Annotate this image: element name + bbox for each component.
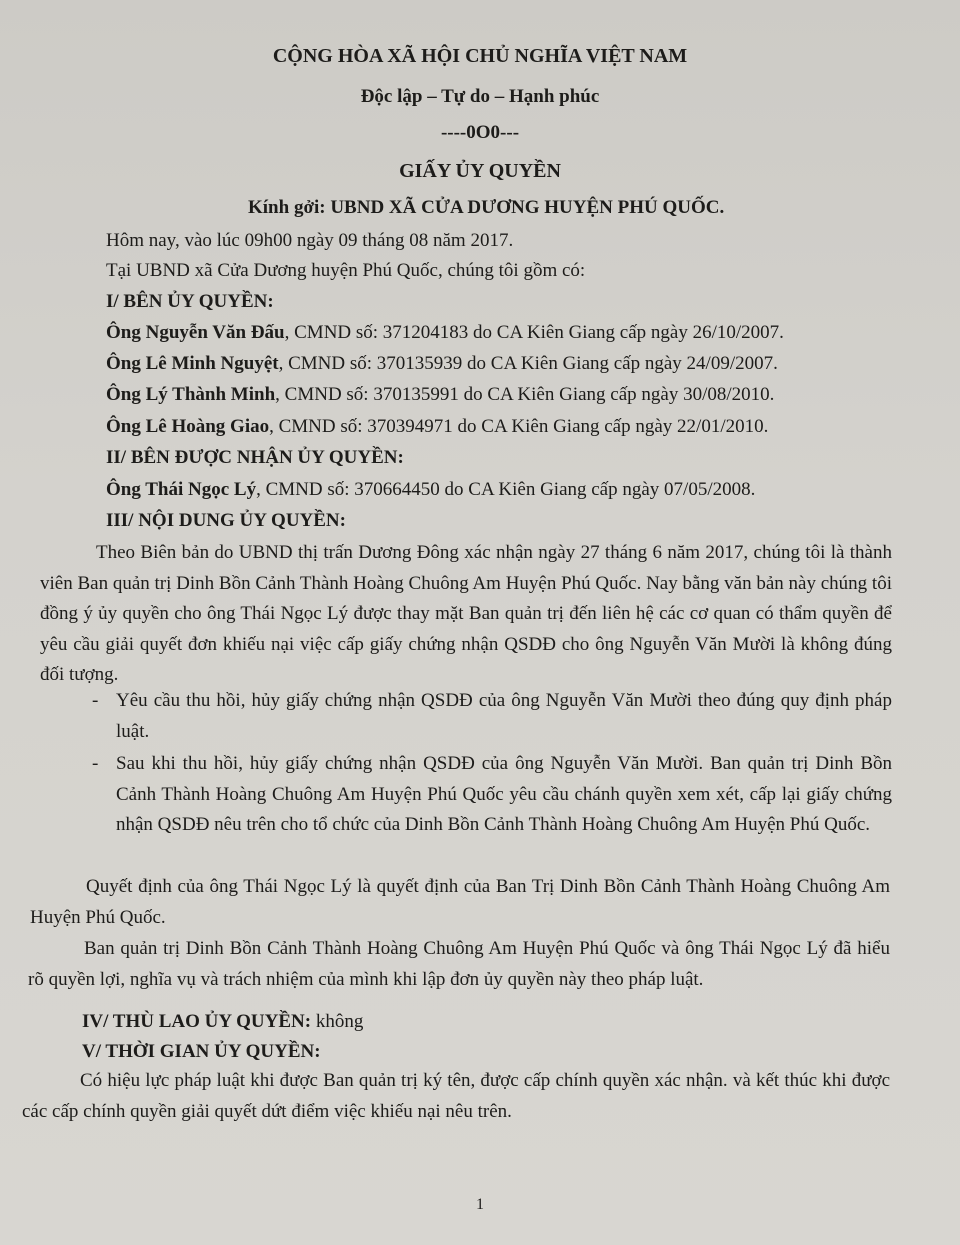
section-5-heading: V/ THỜI GIAN ỦY QUYỀN: [82,1041,321,1062]
content-paragraph-3: Ban quản trị Dinh Bồn Cảnh Thành Hoàng Chuông Am Huyện Phú Quốc và ông Thái Ngọc Lý đã hiểu rõ quyền lợi, nghĩa vụ và trách nhiệm của mình khi lập đơn ủy quyền này theo pháp luật. [28,938,890,990]
section-4-line [82,1010,363,1034]
intro-place: Tại UBND xã Cửa Dương huyện Phú Quốc, chúng tôi gồm có: [106,260,586,281]
national-title: CỘNG HÒA XÃ HỘI CHỦ NGHĨA VIỆT NAM [272,45,688,67]
bullet-dash: - [92,753,99,774]
bullet-dash: - [92,690,99,711]
grantee-detail: , CMND số: 370664450 do CA Kiên Giang cấp ngày 07/05/2008. [256,479,756,500]
grantor-name: Ông Lý Thành Minh [106,384,276,405]
section-4-value: không [311,1011,364,1032]
grantor-1 [106,321,784,345]
section-5-text: Có hiệu lực pháp luật khi được Ban quản trị ký tên, được cấp chính quyền xác nhận. và kết thúc khi được các cấp chính quyền giải quyết dứt điểm việc khiếu nại nêu trên. [22,1070,890,1122]
page-number: 1 [476,1196,484,1213]
grantor-4 [106,415,768,439]
title-separator: ----0O0--- [440,122,520,143]
content-paragraph-2: Quyết định của ông Thái Ngọc Lý là quyết định của Ban Trị Dinh Bồn Cảnh Thành Hoàng Chuông Am Huyện Phú Quốc. [30,876,890,928]
grantor-name: Ông Lê Hoàng Giao [106,416,270,437]
content-bullet-1: Yêu cầu thu hồi, hủy giấy chứng nhận QSDĐ của ông Nguyễn Văn Mười theo đúng quy định pháp luật. [116,690,892,742]
addressee-line [248,196,724,220]
section-3-heading: III/ NỘI DUNG ỦY QUYỀN: [106,510,346,531]
content-bullet-2: Sau khi thu hồi, hủy giấy chứng nhận QSDĐ của ông Nguyễn Văn Mười. Ban quản trị Dinh Bồn Cảnh Thành Hoàng Chuông Am Huyện Phú Quốc yêu cầu chánh quyền xem xét, cấp lại giấy chứng nhận QSDĐ nêu trên cho tổ chức của Dinh Bồn Cảnh Thành Hoàng Chuông Am Huyện Phú Quốc. [116,753,892,835]
section-1-heading: I/ BÊN ỦY QUYỀN: [106,291,274,312]
content-paragraph-1: Theo Biên bản do UBND thị trấn Dương Đông xác nhận ngày 27 tháng 6 năm 2017, chúng tôi là thành viên Ban quản trị Dinh Bồn Cảnh Thành Hoàng Chuông Am Huyện Phú Quốc. Nay bằng văn bản này chúng tôi đồng ý ủy quyền cho ông Thái Ngọc Lý được thay mặt Ban quản trị đến liên hệ các cơ quan có thẩm quyền để yêu cầu giải quyết đơn khiếu nại việc cấp giấy chứng nhận QSDĐ cho ông Nguyễn Văn Mười là không đúng đối tượng. [40,542,892,685]
grantor-detail: , CMND số: 371204183 do CA Kiên Giang cấp ngày 26/10/2007. [284,322,784,343]
grantor-2 [106,352,778,376]
national-motto: Độc lập – Tự do – Hạnh phúc [360,86,600,107]
section-4-heading: IV/ THÙ LAO ỦY QUYỀN: [82,1011,312,1032]
grantor-name: Ông Lê Minh Nguyệt [106,353,279,374]
addressee-label: Kính gởi: [248,197,326,218]
intro-time: Hôm nay, vào lúc 09h00 ngày 09 tháng 08 năm 2017. [106,230,514,251]
grantor-name: Ông Nguyễn Văn Đấu [106,322,285,343]
section-2-heading: II/ BÊN ĐƯỢC NHẬN ỦY QUYỀN: [106,447,404,468]
grantor-3 [106,383,774,407]
grantor-detail: , CMND số: 370394971 do CA Kiên Giang cấp ngày 22/01/2010. [269,416,769,437]
grantor-detail: , CMND số: 370135991 do CA Kiên Giang cấp ngày 30/08/2010. [275,384,775,405]
grantor-detail: , CMND số: 370135939 do CA Kiên Giang cấp ngày 24/09/2007. [278,353,778,374]
addressee-name: UBND XÃ CỬA DƯƠNG HUYỆN PHÚ QUỐC. [330,197,725,218]
grantee [106,478,755,502]
document-title: GIẤY ỦY QUYỀN [399,160,561,182]
grantee-name: Ông Thái Ngọc Lý [106,479,257,500]
